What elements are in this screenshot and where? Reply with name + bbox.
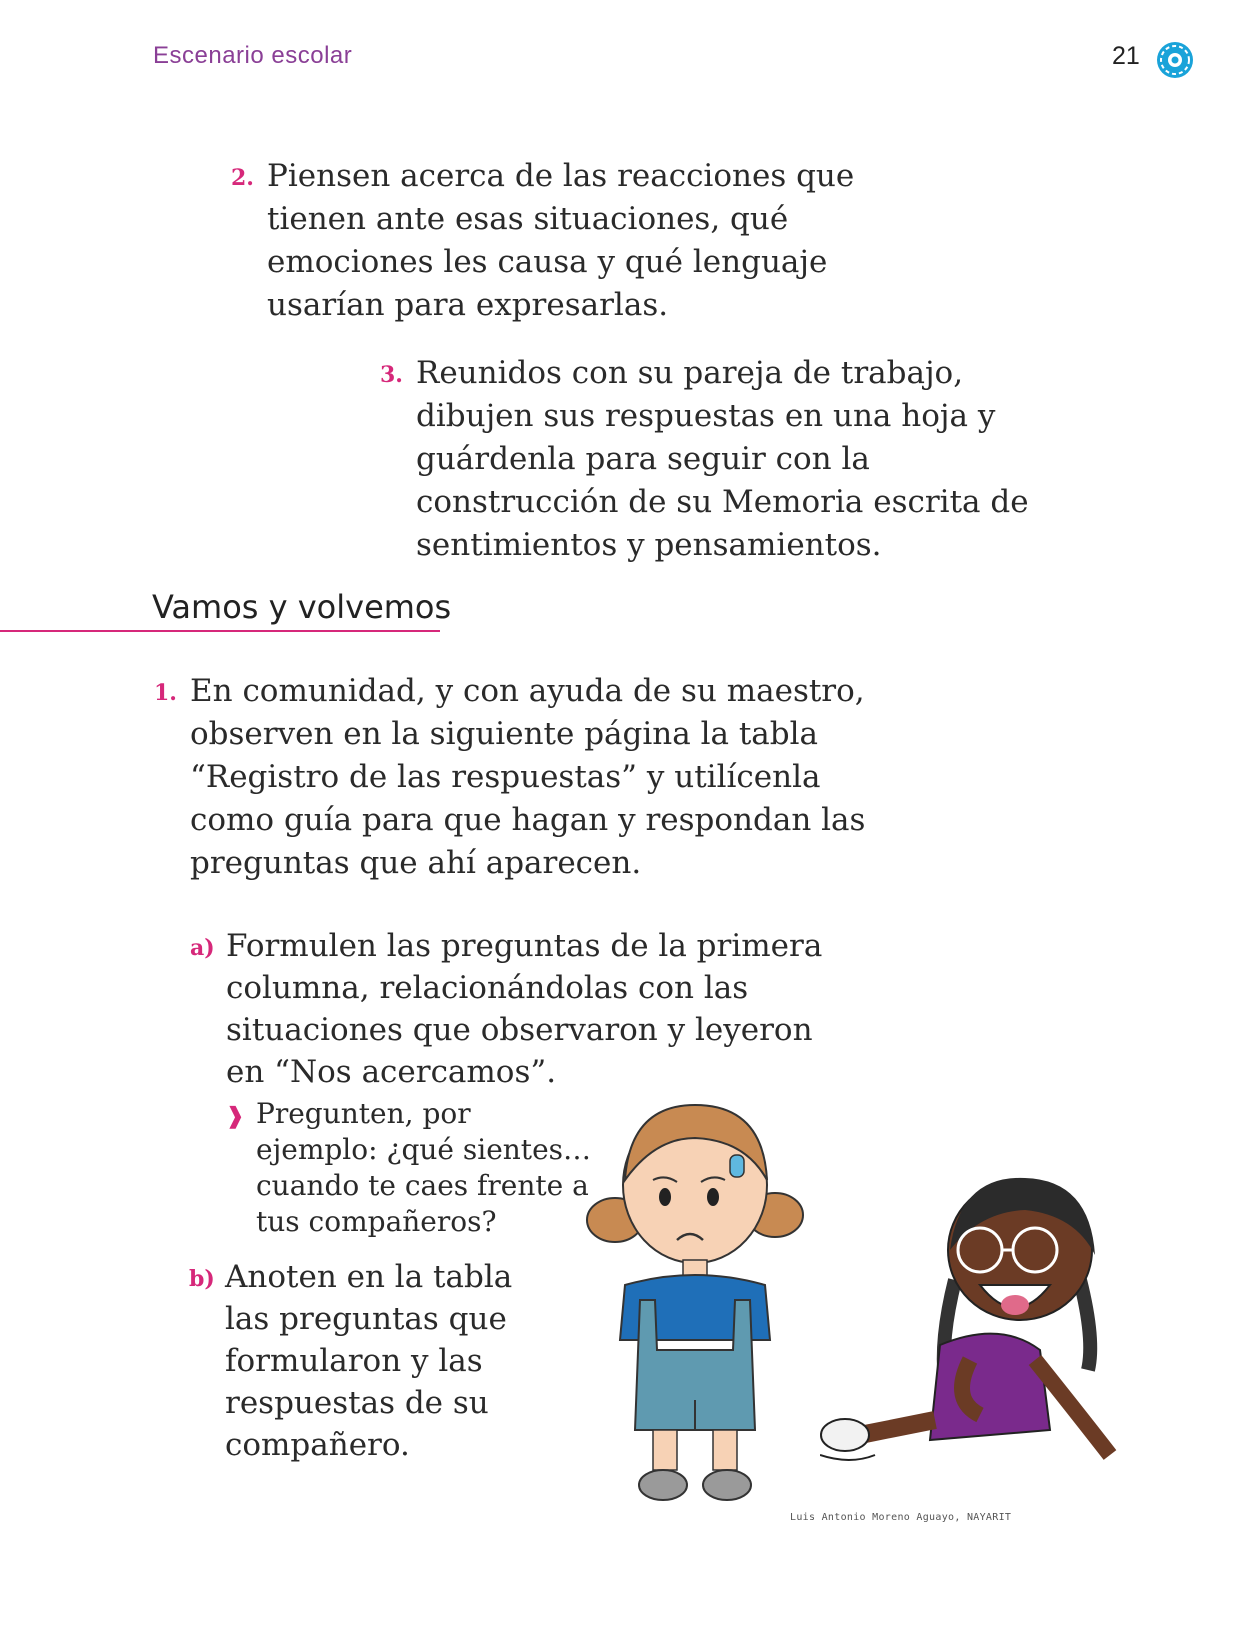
sub-item-a <box>190 925 846 1093</box>
item-text: Piensen acerca de las reacciones que tienen ante esas situaciones, qué emociones les causa y qué lenguaje usarían para expresarlas. <box>267 158 855 323</box>
item-text: En comunidad, y con ayuda de su maestro, observen en la siguiente página la tabla “Registro de las respuestas” y utilícenla como guía para que hagan y respondan las preguntas que ahí aparecen. <box>190 673 866 881</box>
illustration-credit: Luis Antonio Moreno Aguayo, NAYARIT <box>790 1512 1012 1523</box>
item-text: Reunidos con su pareja de trabajo, dibujen sus respuestas en una hoja y guárdenla para seguir con la construcción de su Memoria escrita de sentimientos y pensamientos. <box>416 355 1029 563</box>
item-number: 1. <box>154 680 177 706</box>
page-number: 21 <box>1112 42 1140 70</box>
header-section-title: Escenario escolar <box>153 42 353 69</box>
sub-item-label: b) <box>189 1266 215 1292</box>
item-number: 2. <box>231 165 254 191</box>
bullet-text: Pregunten, por ejemplo: ¿qué sientes… cuando te caes frente a tus compañeros? <box>256 1097 592 1238</box>
sub-item-b <box>189 1256 555 1466</box>
instruction-item-2 <box>231 155 907 327</box>
instruction-item-3 <box>380 352 1036 567</box>
flower-badge-icon <box>1155 40 1195 80</box>
sub-item-text: Formulen las preguntas de la primera columna, relacionándolas con las situaciones que observaron y leyeron en “Nos acercamos”. <box>226 928 823 1090</box>
sub-item-text: Anoten en la tabla las preguntas que formularon y las respuestas de su compañero. <box>225 1259 513 1463</box>
section-divider <box>0 630 440 632</box>
section-title: Vamos y volvemos <box>152 588 452 626</box>
bullet-example <box>226 1096 596 1240</box>
sub-item-label: a) <box>190 935 215 961</box>
laughing-girl-illustration <box>820 1170 1140 1500</box>
item-number: 3. <box>380 362 403 388</box>
activity-item-1 <box>154 670 890 885</box>
sad-girl-illustration <box>585 1100 805 1510</box>
bullet-marker-icon: ❱ <box>226 1103 245 1129</box>
